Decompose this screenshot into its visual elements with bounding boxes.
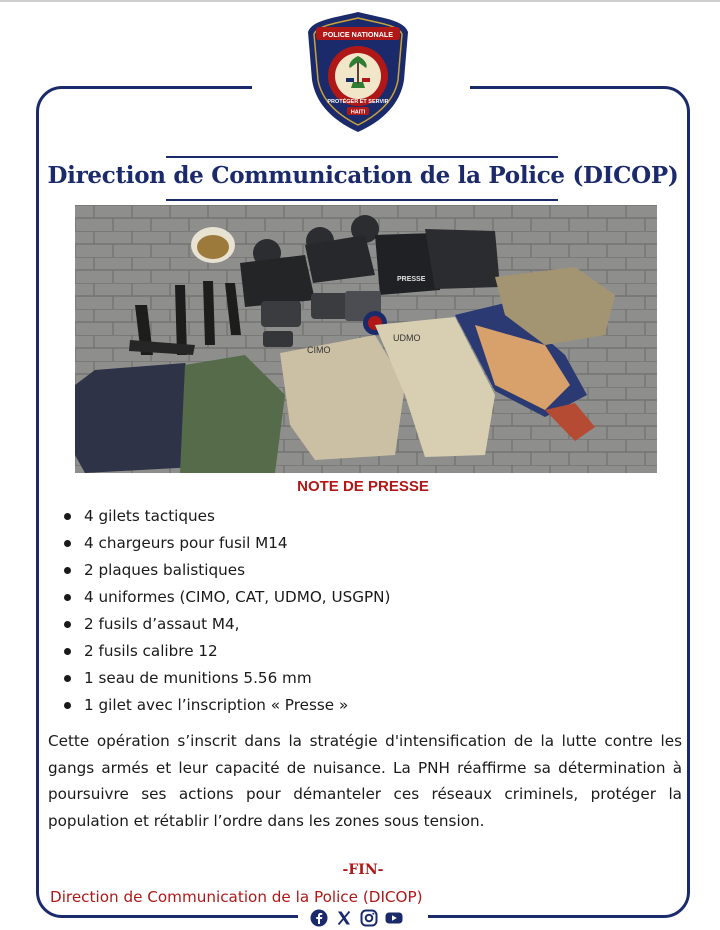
badge-motto: PROTÉGER ET SERVIR [327, 99, 389, 105]
photo-label-udmo: UDMO [393, 333, 421, 343]
bullet-icon [64, 567, 71, 574]
list-item-text: 4 gilets tactiques [84, 507, 215, 525]
list-item [62, 611, 390, 638]
list-item-text: 1 seau de munitions 5.56 mm [84, 669, 312, 687]
badge-top-text: POLICE NATIONALE [322, 30, 394, 39]
bullet-icon [64, 540, 71, 547]
social-links [310, 909, 403, 927]
end-marker: -FIN- [342, 862, 384, 878]
photo-label-cimo: CIMO [307, 345, 331, 355]
footer-organization: Direction de Communication de la Police (DICOP) [50, 888, 423, 906]
list-item-text: 4 chargeurs pour fusil M14 [84, 534, 288, 552]
list-item-text: 2 fusils calibre 12 [84, 642, 218, 660]
list-item-text: 4 uniformes (CIMO, CAT, UDMO, USGPN) [84, 588, 391, 606]
press-note-title: NOTE DE PRESSE [297, 478, 429, 495]
seized-items-list [62, 503, 390, 719]
bullet-icon [64, 513, 71, 520]
badge-country: HAITI [350, 109, 366, 116]
police-badge-logo [304, 10, 412, 134]
seized-equipment-photo [75, 205, 657, 473]
list-item [62, 665, 390, 692]
youtube-icon[interactable] [385, 909, 403, 927]
list-item-text: 2 fusils d’assaut M4, [84, 615, 240, 633]
statement-paragraph: Cette opération s’inscrit dans la stratégie d'intensification de la lutte contre les gangs armés et leur capacité de nuisance. La PNH réaffirme sa détermination à poursuivre ses actions pour démanteler ces réseaux criminels, protéger la population et rétablir l’ordre dans les zones sous tension. [48, 732, 682, 830]
list-item-text: 1 gilet avec l’inscription « Presse » [84, 696, 349, 714]
bullet-icon [64, 621, 71, 628]
instagram-icon[interactable] [360, 909, 378, 927]
photo-label-presse: PRESSE [397, 276, 426, 283]
bullet-icon [64, 702, 71, 709]
title-rule-top [166, 156, 558, 158]
list-item [62, 584, 390, 611]
list-item [62, 503, 390, 530]
bullet-icon [64, 675, 71, 682]
bullet-icon [64, 594, 71, 601]
list-item [62, 557, 390, 584]
x-icon[interactable] [335, 909, 353, 927]
page-title: Direction de Communication de la Police (DICOP) [47, 162, 679, 189]
top-divider [0, 0, 720, 2]
facebook-icon[interactable] [310, 909, 328, 927]
list-item [62, 638, 390, 665]
list-item [62, 530, 390, 557]
list-item-text: 2 plaques balistiques [84, 561, 246, 579]
title-rule-bottom [166, 199, 558, 201]
bullet-icon [64, 648, 71, 655]
list-item [62, 692, 390, 719]
